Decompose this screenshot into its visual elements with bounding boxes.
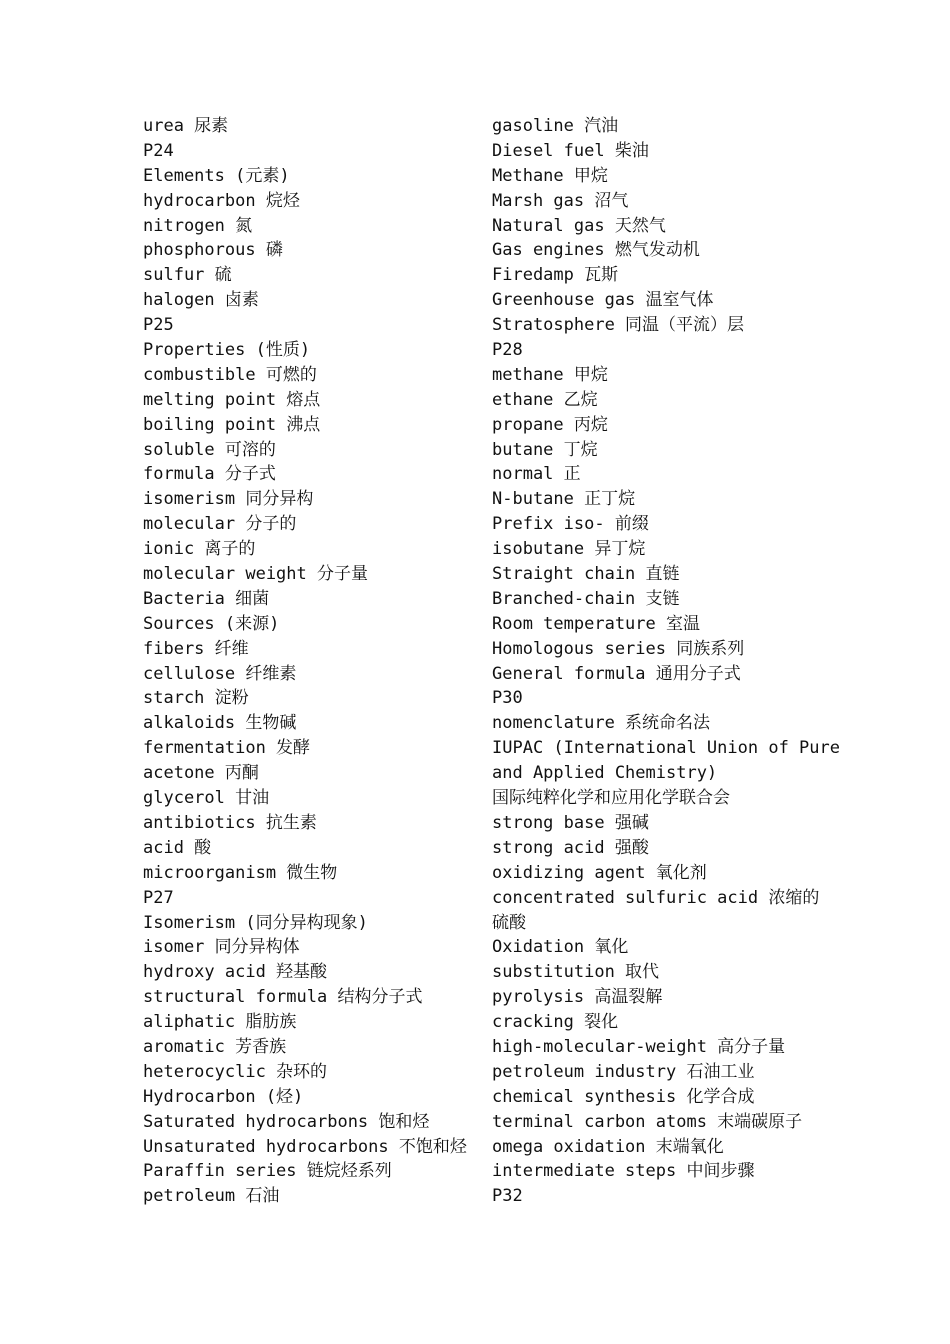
vocabulary-entry: Unsaturated hydrocarbons 不饱和烃 [143, 1136, 467, 1157]
vocabulary-entry: isomer 同分异构体 [143, 937, 300, 958]
vocabulary-entry: oxidizing agent 氧化剂 [492, 862, 707, 883]
vocabulary-entry: P32 [492, 1186, 523, 1207]
vocabulary-entry: high-molecular-weight 高分子量 [492, 1036, 786, 1057]
vocabulary-entry: cracking 裂化 [492, 1012, 619, 1033]
vocabulary-entry: substitution 取代 [492, 962, 660, 983]
vocabulary-entry: P27 [143, 887, 174, 908]
vocabulary-entry: P28 [492, 340, 523, 361]
vocabulary-entry: Diesel fuel 柴油 [492, 140, 649, 161]
vocabulary-entry: molecular weight 分子量 [143, 564, 368, 585]
vocabulary-entry: Firedamp 瓦斯 [492, 265, 619, 286]
vocabulary-entry: propane 丙烷 [492, 414, 608, 435]
vocabulary-entry: alkaloids 生物碱 [143, 713, 297, 734]
vocabulary-entry: IUPAC (International Union of Pure [492, 738, 840, 759]
vocabulary-entry: normal 正 [492, 464, 581, 485]
vocabulary-entry: molecular 分子的 [143, 514, 297, 535]
vocabulary-entry: microorganism 微生物 [143, 862, 338, 883]
vocabulary-entry: phosphorous 磷 [143, 240, 283, 261]
vocabulary-entry: hydrocarbon 烷烃 [143, 190, 300, 211]
vocabulary-entry: strong base 强碱 [492, 812, 649, 833]
vocabulary-entry: formula 分子式 [143, 464, 276, 485]
vocabulary-entry: Paraffin series 链烷烃系列 [143, 1161, 392, 1182]
vocabulary-entry: intermediate steps 中间步骤 [492, 1161, 755, 1182]
vocabulary-entry: Straight chain 直链 [492, 564, 680, 585]
vocabulary-entry: fermentation 发酵 [143, 738, 311, 759]
vocabulary-entry: P25 [143, 315, 174, 336]
vocabulary-entry: 国际纯粹化学和应用化学联合会 [492, 788, 730, 809]
vocabulary-entry: Gas engines 燃气发动机 [492, 240, 700, 261]
vocabulary-entry: Homologous series 同族系列 [492, 638, 745, 659]
vocabulary-entry: hydroxy acid 羟基酸 [143, 962, 328, 983]
vocabulary-entry: soluble 可溶的 [143, 439, 276, 460]
vocabulary-entry: halogen 卤素 [143, 290, 259, 311]
vocabulary-entry: strong acid 强酸 [492, 837, 649, 858]
vocabulary-entry: chemical synthesis 化学合成 [492, 1086, 755, 1107]
vocabulary-entry: ethane 乙烷 [492, 389, 598, 410]
vocabulary-entry: Bacteria 细菌 [143, 588, 270, 609]
vocabulary-entry: concentrated sulfuric acid 浓缩的 [492, 887, 820, 908]
vocabulary-entry: gasoline 汽油 [492, 116, 619, 136]
vocabulary-entry: Isomerism (同分异构现象) [143, 912, 368, 933]
vocabulary-entry: urea 尿素 [143, 116, 229, 136]
vocabulary-entry: Branched-chain 支链 [492, 588, 680, 609]
vocabulary-entry: combustible 可燃的 [143, 364, 317, 385]
left-vocabulary-column [143, 114, 473, 1209]
vocabulary-entry: starch 淀粉 [143, 688, 249, 709]
vocabulary-entry: nitrogen 氮 [143, 215, 253, 236]
vocabulary-entry: acetone 丙酮 [143, 763, 259, 784]
vocabulary-entry: boiling point 沸点 [143, 414, 321, 435]
vocabulary-entry: glycerol 甘油 [143, 788, 270, 809]
vocabulary-entry: Natural gas 天然气 [492, 215, 666, 236]
vocabulary-entry: Prefix iso- 前缀 [492, 514, 649, 535]
vocabulary-entry: acid 酸 [143, 837, 212, 858]
vocabulary-entry: antibiotics 抗生素 [143, 812, 317, 833]
vocabulary-entry: isobutane 异丁烷 [492, 539, 646, 560]
vocabulary-entry: aromatic 芳香族 [143, 1036, 287, 1057]
vocabulary-entry: Hydrocarbon (烃) [143, 1086, 304, 1107]
vocabulary-entry: Marsh gas 沼气 [492, 190, 629, 211]
vocabulary-entry: isomerism 同分异构 [143, 489, 314, 510]
vocabulary-entry: Saturated hydrocarbons 饱和烃 [143, 1111, 430, 1132]
vocabulary-entry: aliphatic 脂肪族 [143, 1012, 297, 1033]
vocabulary-entry: N-butane 正丁烷 [492, 489, 636, 510]
vocabulary-entry: butane 丁烷 [492, 439, 598, 460]
vocabulary-entry: nomenclature 系统命名法 [492, 713, 711, 734]
vocabulary-entry: Oxidation 氧化 [492, 937, 629, 958]
vocabulary-entry: General formula 通用分子式 [492, 663, 741, 684]
vocabulary-entry: cellulose 纤维素 [143, 663, 297, 684]
vocabulary-entry: ionic 离子的 [143, 539, 256, 560]
vocabulary-entry: fibers 纤维 [143, 638, 249, 659]
vocabulary-entry: Stratosphere 同温（平流）层 [492, 315, 745, 336]
vocabulary-entry: melting point 熔点 [143, 389, 321, 410]
vocabulary-entry: P30 [492, 688, 523, 709]
vocabulary-entry: sulfur 硫 [143, 265, 232, 286]
vocabulary-entry: Room temperature 室温 [492, 613, 700, 634]
vocabulary-entry: omega oxidation 末端氧化 [492, 1136, 724, 1157]
vocabulary-entry: petroleum 石油 [143, 1186, 280, 1207]
vocabulary-entry: methane 甲烷 [492, 364, 608, 385]
vocabulary-entry: and Applied Chemistry) [492, 763, 718, 784]
vocabulary-entry: 硫酸 [492, 912, 526, 933]
vocabulary-entry: pyrolysis 高温裂解 [492, 987, 663, 1008]
vocabulary-entry: Greenhouse gas 温室气体 [492, 290, 714, 311]
vocabulary-entry: Methane 甲烷 [492, 165, 608, 186]
vocabulary-entry: Sources (来源) [143, 613, 280, 634]
vocabulary-entry: terminal carbon atoms 末端碳原子 [492, 1111, 803, 1132]
right-vocabulary-column [492, 114, 840, 1209]
vocabulary-entry: P24 [143, 140, 174, 161]
vocabulary-entry: Elements (元素) [143, 165, 290, 186]
vocabulary-entry: petroleum industry 石油工业 [492, 1061, 755, 1082]
vocabulary-entry: Properties (性质) [143, 340, 311, 361]
vocabulary-entry: structural formula 结构分子式 [143, 987, 423, 1008]
vocabulary-entry: heterocyclic 杂环的 [143, 1061, 328, 1082]
